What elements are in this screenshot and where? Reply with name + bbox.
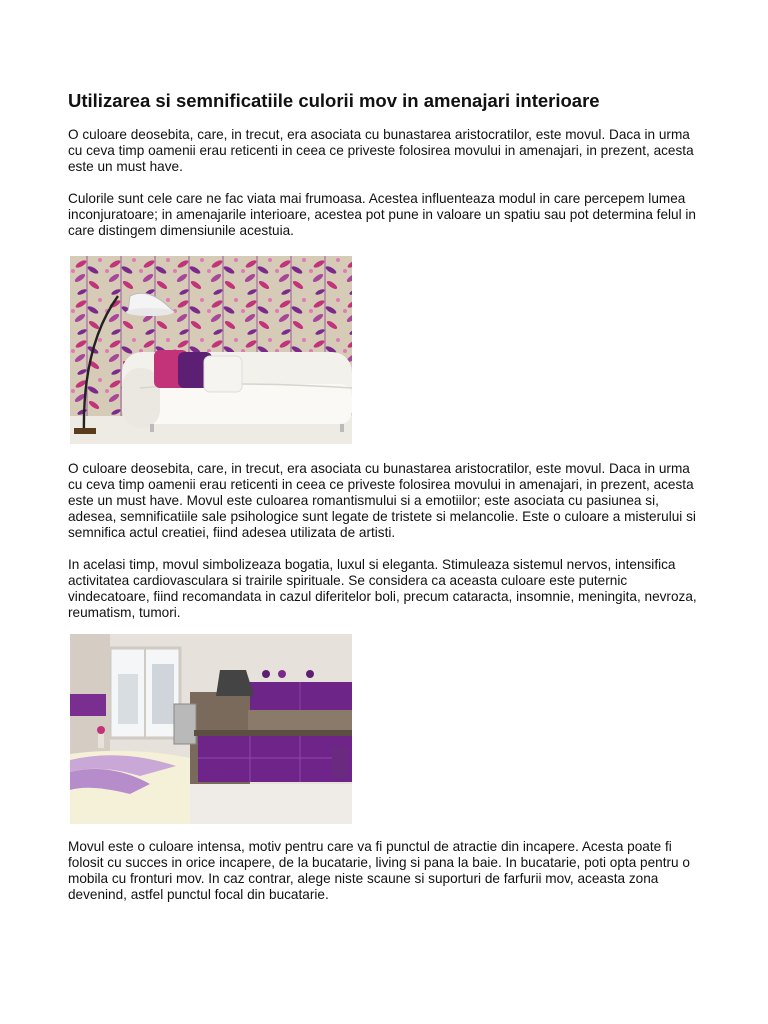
paragraph-line: devenind, astfel punctul focal din bucatarie. [68,887,329,902]
paragraph-3 [68,461,696,541]
paragraph-line: cu ceva timp oamenii erau reticenti in ceea ce priveste folosirea movului in amenajari, in prezent, acesta [68,143,694,158]
paragraph-line: Culorile sunt cele care ne fac viata mai frumoasa. Acestea influenteaza modul in care percepem lumea [68,191,686,206]
paragraph-line: inconjuratoare; in amenajarile interioare, acestea pot pune in valoare un spatiu sau pot determina felul in [68,207,696,222]
paragraph-line: adesea, semnificatiile sale psihologice sunt legate de tristete si melancolie. Este o culoare a misterului si [68,509,696,524]
paragraph-line: activitatea cardiovasculara si trairile spirituale. Se considera ca aceasta culoare este puternic [68,573,628,588]
living-room-photo [70,256,352,444]
paragraph-line: In acelasi timp, movul simbolizeaza bogatia, luxul si eleganta. Stimuleaza sistemul nervos, intensifica [68,557,676,572]
page-title: Utilizarea si semnificatiile culorii mov in amenajari interioare [68,90,600,111]
paragraph-line: este un must have. Movul este culoarea romantismului si a emotiilor; este asociata cu pasiunea si, [68,493,659,508]
paragraph-line: folosit cu succes in orice incapere, de la bucatarie, living si pana la baie. In bucatarie, poti opta pentru o [68,855,690,870]
paragraph-line: O culoare deosebita, care, in trecut, era asociata cu bunastarea aristocratilor, este movul. Daca in urma [68,461,690,476]
paragraph-line: cu ceva timp oamenii erau reticenti in ceea ce priveste folosirea movului in amenajari, in prezent, acesta [68,477,694,492]
kitchen-photo [70,634,352,824]
paragraph-line: mobila cu fronturi mov. In caz contrar, alege niste scaune si suporturi de farfurii mov, aceasta zona [68,871,659,886]
paragraph-line: semnifica actul creatiei, fiind adesea utilizata de artisti. [68,525,396,540]
paragraph-line: vindecatoare, fiind recomandata in cazul diferitelor boli, precum cataracta, insomnie, meningita, nevroza, [68,589,697,604]
paragraph-5 [68,839,690,903]
paragraph-line: reumatism, tumori. [68,605,181,620]
paragraph-line: este un must have. [68,159,183,174]
paragraph-2 [68,191,696,239]
paragraph-line: care distingem dimensiunile acestuia. [68,223,294,238]
paragraph-4 [68,557,697,621]
paragraph-line: Movul este o culoare intensa, motiv pentru care va fi punctul de atractie din incapere. Acesta poate fi [68,839,672,854]
paragraph-line: O culoare deosebita, care, in trecut, era asociata cu bunastarea aristocratilor, este movul. Daca in urma [68,127,690,142]
paragraph-1 [68,127,694,175]
